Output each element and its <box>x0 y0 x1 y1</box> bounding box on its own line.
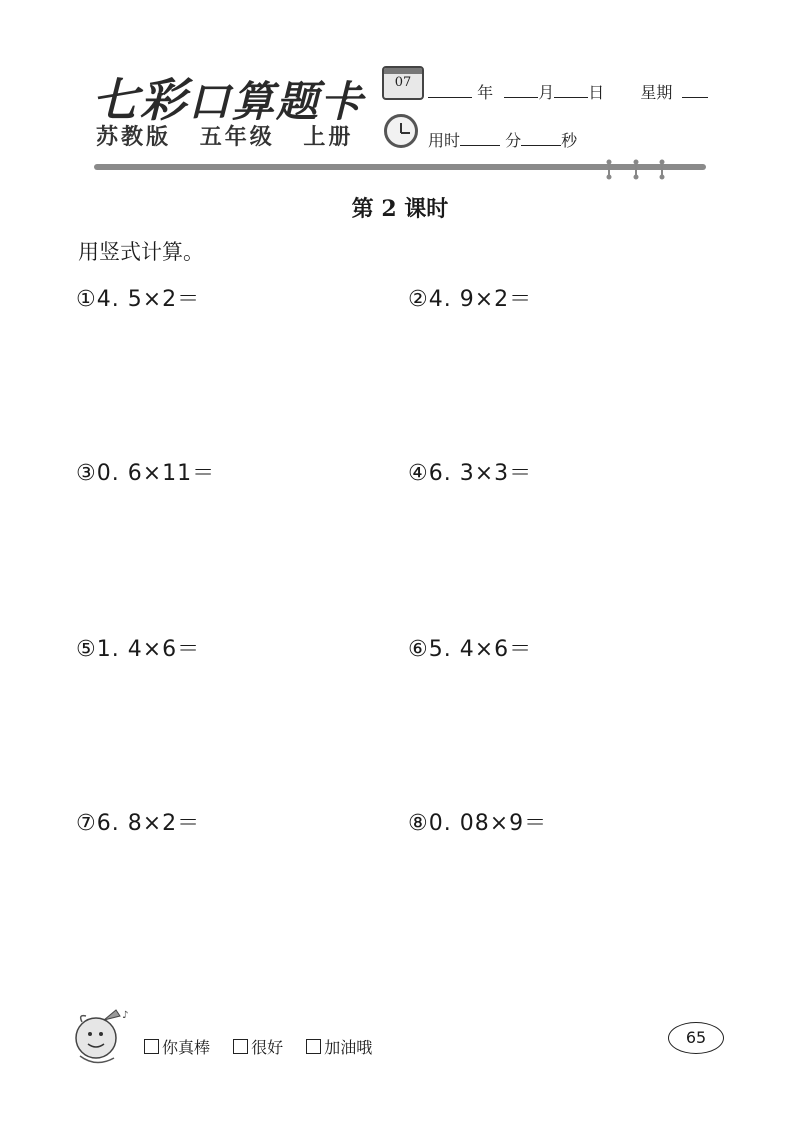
minutes-blank[interactable] <box>460 131 500 146</box>
checkbox-icon[interactable] <box>306 1039 321 1054</box>
edition-publisher: 苏教版 <box>96 125 172 150</box>
problem-5: ⑤1. 4×6＝ <box>76 637 201 662</box>
weekday-blank[interactable] <box>682 83 708 98</box>
binder-ring-icon <box>659 158 665 180</box>
minutes-label: 分 <box>505 131 522 150</box>
page-number: 65 <box>668 1022 724 1054</box>
problem-6: ⑥5. 4×6＝ <box>408 637 533 662</box>
self-rating <box>144 1035 390 1058</box>
problem-4: ④6. 3×3＝ <box>408 461 533 486</box>
rating-option-2[interactable]: 很好 <box>233 1038 283 1057</box>
seconds-label: 秒 <box>561 131 578 150</box>
mascot-icon <box>68 1004 140 1070</box>
month-blank[interactable] <box>504 83 538 98</box>
seconds-blank[interactable] <box>521 131 561 146</box>
time-used-label: 用时 <box>428 131 461 150</box>
instruction-text: 用竖式计算。 <box>78 240 204 264</box>
calendar-day: 07 <box>394 75 412 90</box>
date-fields <box>428 80 708 103</box>
year-label: 年 <box>477 83 494 102</box>
checkbox-icon[interactable] <box>144 1039 159 1054</box>
lesson-title: 第 2 课时 <box>351 196 449 222</box>
header-divider <box>94 164 706 170</box>
checkbox-icon[interactable] <box>233 1039 248 1054</box>
rating-option-3[interactable]: 加油哦 <box>306 1038 372 1057</box>
clock-icon <box>384 114 418 148</box>
problem-3: ③0. 6×11＝ <box>76 461 216 486</box>
day-blank[interactable] <box>554 83 588 98</box>
edition-volume: 上册 <box>303 125 354 150</box>
problem-1: ①4. 5×2＝ <box>76 287 201 312</box>
day-label: 日 <box>588 83 605 102</box>
problem-7: ⑦6. 8×2＝ <box>76 811 201 836</box>
problem-2: ②4. 9×2＝ <box>408 287 533 312</box>
brand-title-first: 七彩 <box>92 73 188 127</box>
time-fields <box>428 128 577 151</box>
edition-grade: 五年级 <box>199 125 275 150</box>
binder-ring-icon <box>633 158 639 180</box>
problem-8: ⑧0. 08×9＝ <box>408 811 548 836</box>
calendar-icon <box>382 66 424 100</box>
month-label: 月 <box>538 83 555 102</box>
binder-ring-icon <box>606 158 612 180</box>
weekday-label: 星期 <box>640 83 673 102</box>
brand-title-rest: 口算题卡 <box>188 77 365 126</box>
edition-info <box>96 120 371 151</box>
rating-option-1[interactable]: 你真棒 <box>144 1038 210 1057</box>
year-blank[interactable] <box>428 83 472 98</box>
svg-text:♪: ♪ <box>122 1010 129 1021</box>
